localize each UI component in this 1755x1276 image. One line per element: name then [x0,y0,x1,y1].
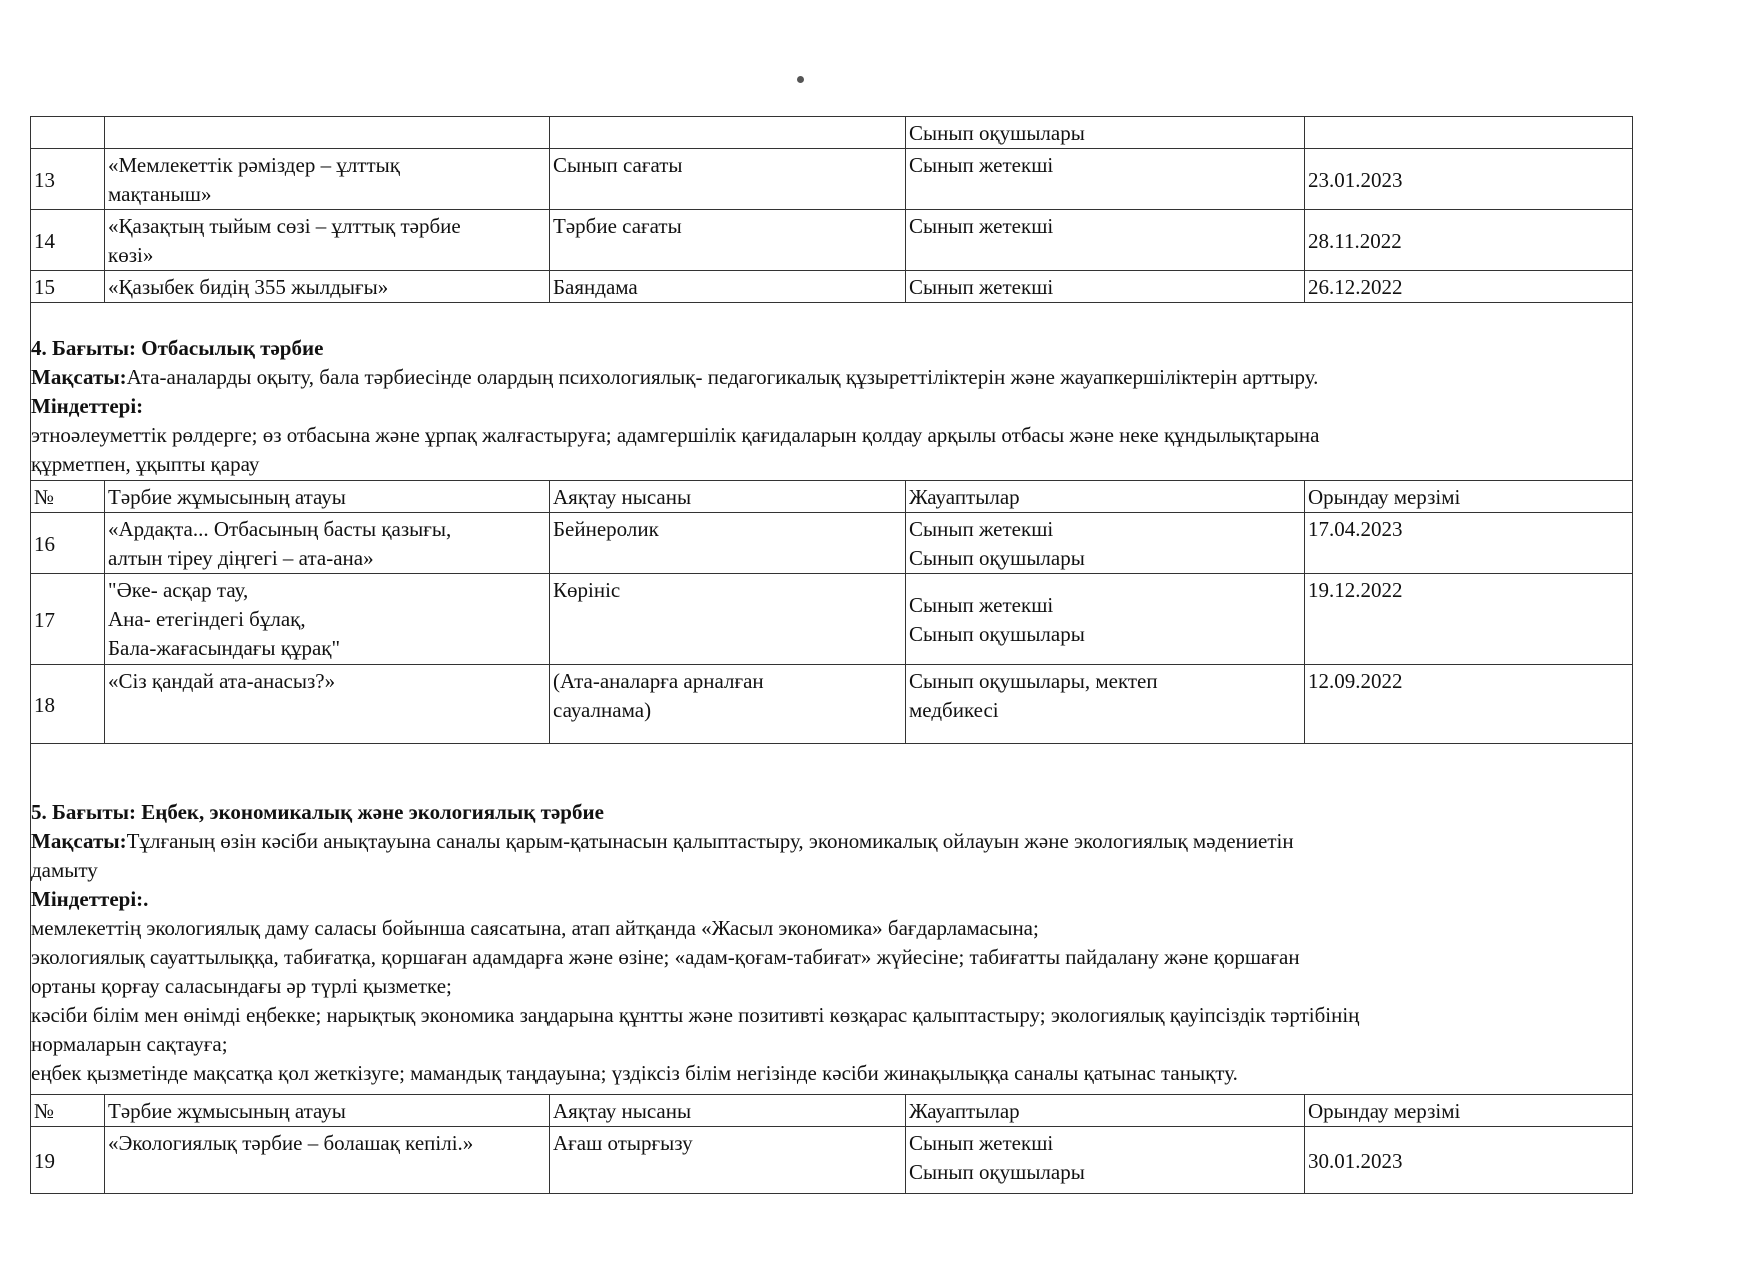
responsible-cell: Сынып жетекші Сынып оқушылары [906,513,1305,574]
responsible-cell: Сынып жетекші [906,271,1305,303]
header-responsible: Жауаптылар [906,481,1305,513]
header-deadline: Орындау мерзімі [1305,481,1633,513]
form-cell: Тәрбие сағаты [550,210,906,271]
tasks-label: Міндеттері:. [31,887,149,911]
section-4-row [31,303,1633,481]
table-row [31,210,1633,271]
responsible-cell: Сынып жетекші [906,210,1305,271]
header-form: Аяқтау нысаны [550,1095,906,1127]
row-number: 16 [31,513,105,574]
event-name: "Әке- асқар тау, Ана- етегіндегі бұлақ, Бала-жағасындағы құрақ" [105,574,550,665]
header-form: Аяқтау нысаны [550,481,906,513]
date-cell: 19.12.2022 [1305,574,1633,665]
date-cell: 26.12.2022 [1305,271,1633,303]
responsible-cell: Сынып оқушылары, мектеп медбикесі [906,665,1305,744]
table-row [31,117,1633,149]
task-line: экологиялық сауаттылыққа, табиғатқа, қоршаған адамдарға және өзіне; «адам-қоғам-табиғат» жүйесіне; табиғатты пайдалану және қоршаған [31,945,1300,969]
event-name: «Экологиялық тәрбие – болашақ кепілі.» [105,1127,550,1194]
responsible-cell: Сынып оқушылары [906,117,1305,149]
row-number: 14 [31,210,105,271]
task-line: еңбек қызметінде мақсатқа қол жеткізуге; мамандық таңдауына; үздіксіз білім негізінде кәсіби жинақылыққа саналы қатынас танықту. [31,1061,1238,1085]
responsible-cell: Сынып жетекші [906,149,1305,210]
form-cell: Ағаш отырғызу [550,1127,906,1194]
table-row [31,665,1633,744]
task-line: кәсіби білім мен өнімді еңбекке; нарықтық экономика заңдарына құнтты және позитивті көзқарас қалыптастыру; экологиялық қауіпсіздік тәртібінің [31,1003,1360,1027]
row-number: 15 [31,271,105,303]
table-row [31,513,1633,574]
section-5-row [31,744,1633,1095]
document [30,116,1632,1194]
event-name: «Қазыбек бидің 355 жылдығы» [105,271,550,303]
header-row [31,1095,1633,1127]
header-num: № [31,481,105,513]
header-name: Тәрбие жұмысының атауы [105,1095,550,1127]
responsible-cell: Сынып жетекші Сынып оқушылары [906,574,1305,665]
form-cell: Бейнеролик [550,513,906,574]
event-name: «Ардақта... Отбасының басты қазығы, алтын тіреу діңгегі – ата-ана» [105,513,550,574]
scan-dot [797,76,804,83]
header-responsible: Жауаптылар [906,1095,1305,1127]
row-number: 13 [31,149,105,210]
section-4 [31,303,1633,481]
section-title: 4. Бағыты: Отбасылық тәрбие [31,336,324,360]
table-row [31,149,1633,210]
goal-text: Ата-аналарды оқыту, бала тәрбиесінде олардың психологиялық- педагогикалық құзыреттіліктерін және жауапкершіліктерін арттыру. [126,365,1319,389]
header-name: Тәрбие жұмысының атауы [105,481,550,513]
plan-table [30,116,1633,1194]
goal-label: Мақсаты: [31,829,127,853]
table-row [31,574,1633,665]
header-num: № [31,1095,105,1127]
event-name: «Мемлекеттік рәміздер – ұлттық мақтаныш» [105,149,550,210]
header-row [31,481,1633,513]
event-name: «Сіз қандай ата-анасыз?» [105,665,550,744]
table-row [31,1127,1633,1194]
task-line: ортаны қорғау саласындағы әр түрлі қызметке; [31,974,452,998]
event-name: «Қазақтың тыйым сөзі – ұлттық тәрбие көзі» [105,210,550,271]
date-cell: 17.04.2023 [1305,513,1633,574]
form-cell: Көрініс [550,574,906,665]
goal-text: Тұлғаның өзін кәсіби анықтауына саналы қарым-қатынасын қалыптастыру, экономикалық ойлауын және экологиялық мәдениетін [126,829,1294,853]
goal-label: Мақсаты: [31,365,127,389]
row-number: 18 [31,665,105,744]
form-cell: Сынып сағаты [550,149,906,210]
row-number: 17 [31,574,105,665]
task-line: құрметпен, ұқыпты қарау [31,452,260,476]
tasks-label: Міндеттері: [31,394,144,418]
date-cell: 12.09.2022 [1305,665,1633,744]
section-5 [31,744,1633,1095]
responsible-cell: Сынып жетекші Сынып оқушылары [906,1127,1305,1194]
header-deadline: Орындау мерзімі [1305,1095,1633,1127]
date-cell: 23.01.2023 [1305,149,1633,210]
table-row [31,271,1633,303]
row-number: 19 [31,1127,105,1194]
form-cell: (Ата-аналарға арналған сауалнама) [550,665,906,744]
date-cell: 30.01.2023 [1305,1127,1633,1194]
task-line: этноәлеуметтік рөлдерге; өз отбасына және ұрпақ жалғастыруға; адамгершілік қағидаларын қолдау арқылы отбасы және неке құндылықтарына [31,423,1320,447]
task-line: нормаларын сақтауға; [31,1032,228,1056]
form-cell: Баяндама [550,271,906,303]
section-title: 5. Бағыты: Еңбек, экономикалық және экологиялық тәрбие [31,800,604,824]
goal-text-continued: дамыту [31,858,98,882]
task-line: мемлекеттің экологиялық даму саласы бойынша саясатына, атап айтқанда «Жасыл экономика» бағдарламасына; [31,916,1039,940]
date-cell: 28.11.2022 [1305,210,1633,271]
